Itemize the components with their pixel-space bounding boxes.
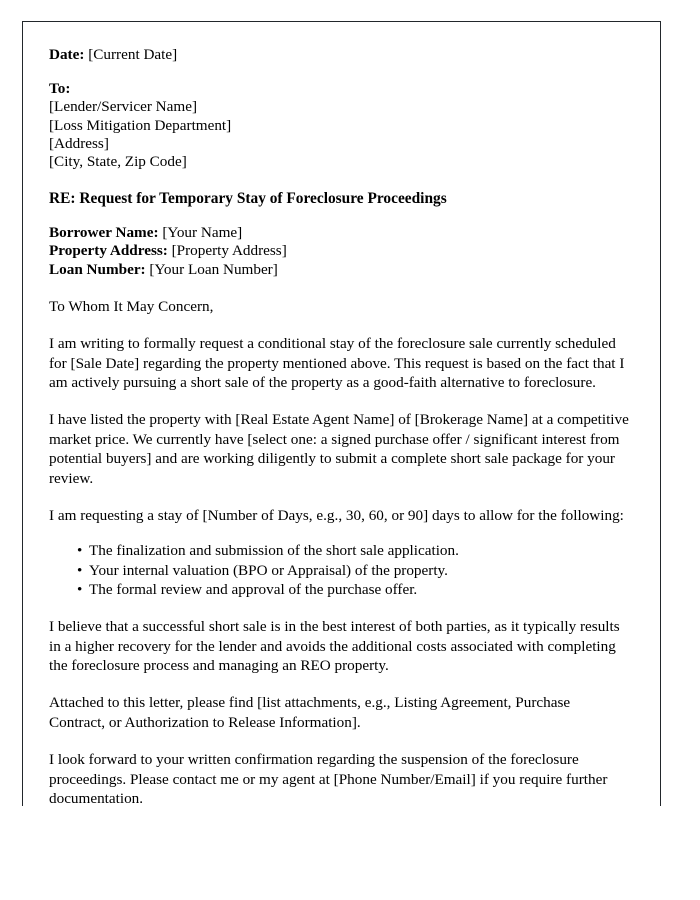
list-item-label: The finalization and submission of the short sale application. bbox=[89, 542, 459, 560]
recipient-line-2: [Loss Mitigation Department] bbox=[49, 116, 232, 134]
borrower-name-value: [Your Name] bbox=[162, 224, 243, 242]
date-value: [Current Date] bbox=[88, 46, 178, 63]
detail-row-property-address bbox=[49, 242, 629, 260]
paragraph-6: I look forward to your written confirmation regarding the suspension of the foreclosure proceedings. Please contact me or my agent at [Phone Number/Email] if you require further documentation. bbox=[49, 751, 608, 806]
letter-body bbox=[49, 46, 629, 806]
property-address-value: [Property Address] bbox=[171, 242, 287, 260]
spacer bbox=[49, 525, 629, 541]
list-item-label: The formal review and approval of the purchase offer. bbox=[89, 580, 418, 598]
spacer bbox=[49, 316, 629, 334]
list-item bbox=[49, 541, 629, 560]
paragraph-4: I believe that a successful short sale is in the best interest of both parties, as it typically results in a higher recovery for the lender and avoids the additional costs associated with completing the foreclosure process and managing an REO property. bbox=[49, 618, 620, 674]
list-item-label: Your internal valuation (BPO or Appraisal) of the property. bbox=[89, 561, 448, 579]
spacer bbox=[49, 732, 629, 750]
paragraph-2: I have listed the property with [Real Estate Agent Name] of [Brokerage Name] at a competitive market price. We currently have [select one: a signed purchase offer / significant interest from potential buyers] and are working diligently to submit a complete short sale package for your review. bbox=[49, 411, 629, 487]
detail-row-loan-number bbox=[49, 261, 629, 279]
list-item bbox=[49, 580, 629, 599]
spacer bbox=[49, 599, 629, 617]
date-line bbox=[49, 46, 629, 64]
spacer bbox=[49, 392, 629, 410]
spacer bbox=[49, 64, 629, 80]
bullet-icon: • bbox=[77, 542, 83, 560]
paragraph-3: I am requesting a stay of [Number of Days, e.g., 30, 60, or 90] days to allow for the following: bbox=[49, 507, 624, 525]
paragraph-1: I am writing to formally request a conditional stay of the foreclosure sale currently scheduled for [Sale Date] regarding the property mentioned above. This request is based on the fact that I am actively pursuing a short sale of the property as a good-faith alternative to foreclosure. bbox=[49, 335, 625, 392]
spacer bbox=[49, 171, 629, 189]
borrower-name-label: Borrower Name: bbox=[49, 224, 159, 242]
recipient-label: To: bbox=[49, 80, 71, 98]
paragraph-5: Attached to this letter, please find [list attachments, e.g., Listing Agreement, Purchase Contract, or Authorization to Release Information]. bbox=[49, 694, 571, 731]
loan-number-value: [Your Loan Number] bbox=[149, 260, 278, 278]
list-item bbox=[49, 561, 629, 580]
spacer bbox=[49, 279, 629, 297]
detail-row-borrower-name bbox=[49, 224, 629, 242]
salutation: To Whom It May Concern, bbox=[49, 297, 214, 315]
spacer bbox=[49, 208, 629, 224]
bullet-icon: • bbox=[77, 561, 83, 579]
recipient-line-4: [City, State, Zip Code] bbox=[49, 153, 187, 171]
loan-number-label: Loan Number: bbox=[49, 260, 146, 278]
property-address-label: Property Address: bbox=[49, 242, 168, 260]
document-page bbox=[22, 21, 661, 806]
recipient-line-1: [Lender/Servicer Name] bbox=[49, 98, 197, 116]
requested-stay-list bbox=[49, 541, 629, 599]
spacer bbox=[49, 675, 629, 693]
spacer bbox=[49, 488, 629, 506]
date-label: Date: bbox=[49, 46, 85, 63]
recipient-line-3: [Address] bbox=[49, 134, 109, 152]
subject-line: RE: Request for Temporary Stay of Foreclosure Proceedings bbox=[49, 190, 447, 208]
bullet-icon: • bbox=[77, 580, 83, 598]
